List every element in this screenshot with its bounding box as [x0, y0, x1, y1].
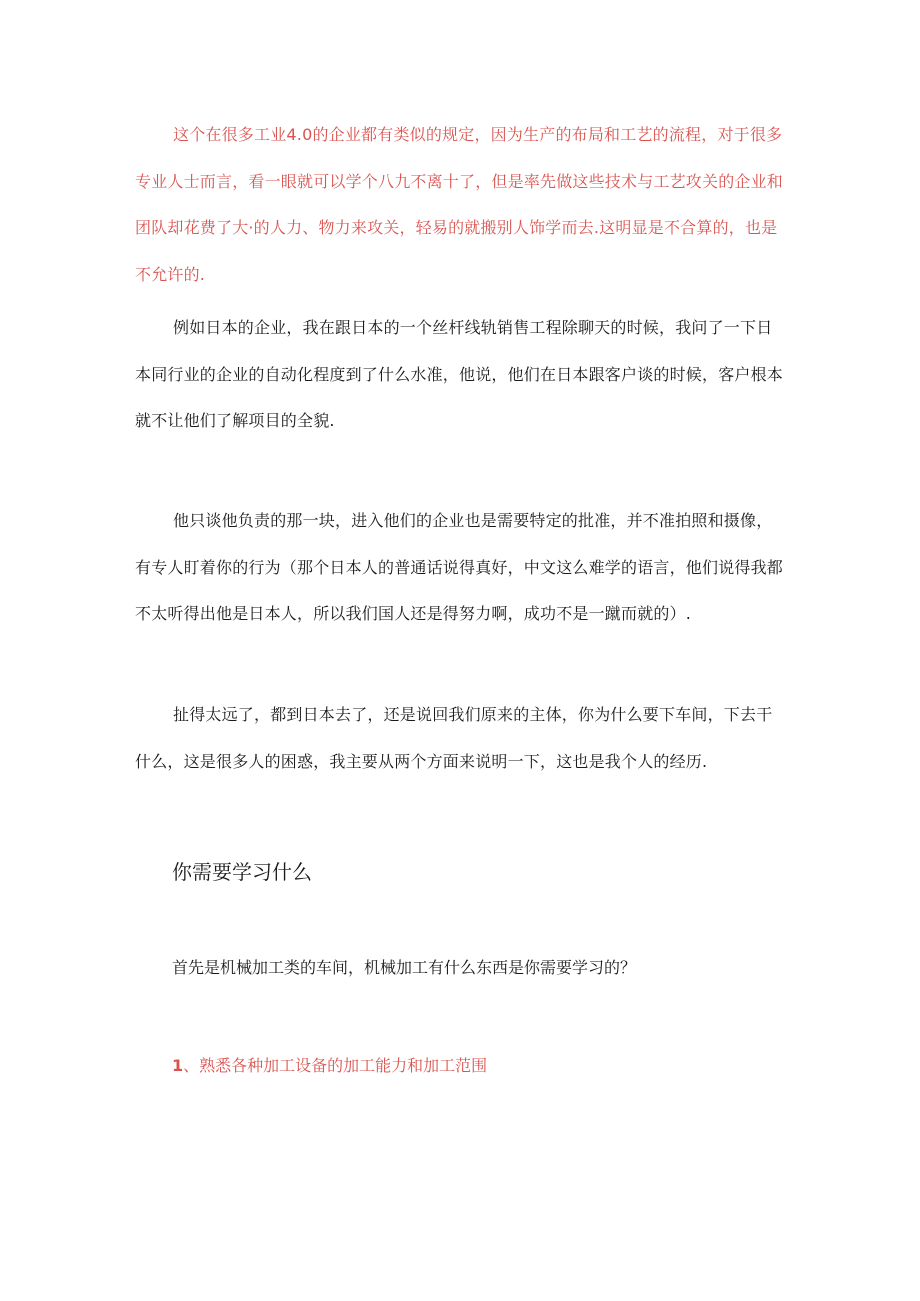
paragraph-japan-example: 例如日本的企业，我在跟日本的一个丝杆线轨销售工程除聊天的时候，我问了一下日本同行业的企业的自动化程度到了什么水准，他说，他们在日本跟客户谈的时候，客户根本就不让他们了解项目的全貌. — [135, 318, 784, 430]
section-heading: 你需要学习什么 — [172, 860, 312, 884]
question-text: 首先是机械加工类的车间，机械加工有什么东西是你需要学习的？ — [172, 958, 637, 977]
list-item — [172, 1053, 487, 1076]
paragraph-back-to-topic: 扯得太远了，都到日本去了，还是说回我们原来的主体，你为什么要下车间，下去干什么，这是很多人的困惑，我主要从两个方面来说明一下，这也是我个人的经历. — [135, 705, 773, 771]
paragraph-industry-rules: 这个在很多工业4.0的企业都有类似的规定，因为生产的布局和工艺的流程，对于很多专业人士而言，看一眼就可以学个八九不离十了，但是率先做这些技术与工艺攻关的企业和团队却花费了大·的人力、物力来攻关，轻易的就搬别人饰学而去.这明显是不合算的，也是不允许的. — [135, 125, 784, 284]
list-item-number: 1 — [172, 1056, 184, 1075]
list-item-text: 、熟悉各种加工设备的加工能力和加工范围 — [183, 1056, 488, 1075]
paragraph-japan-details: 他只谈他负责的那一块，进入他们的企业也是需要特定的批准，并不准拍照和摄像，有专人盯着你的行为（那个日本人的普通话说得真好，中文这么难学的语言，他们说得我都不太听得出他是日本人，所以我们国人还是得努力啊，成功不是一蹴而就的）. — [135, 511, 784, 623]
